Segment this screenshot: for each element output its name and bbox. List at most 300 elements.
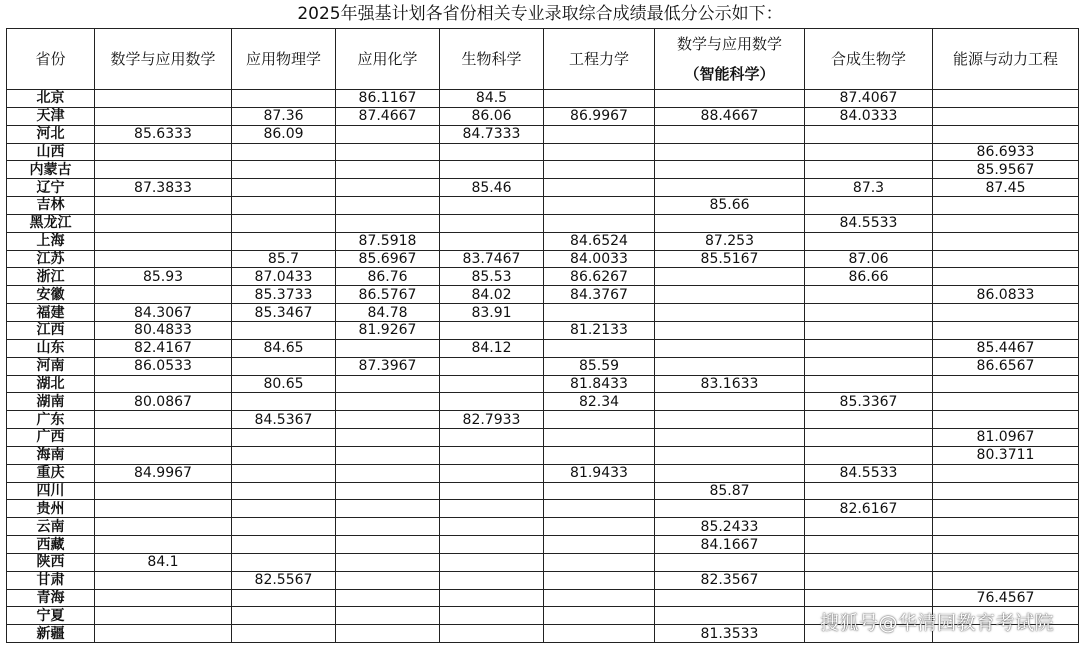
score-cell [95, 571, 232, 589]
table-row [7, 482, 1079, 500]
score-cell: 84.9967 [95, 464, 232, 482]
score-cell [95, 286, 232, 304]
score-cell: 85.3733 [232, 286, 336, 304]
table-row [7, 143, 1079, 161]
province-cell: 陕西 [7, 553, 95, 571]
province-cell: 北京 [7, 90, 95, 108]
score-cell [95, 446, 232, 464]
score-cell: 80.3711 [933, 446, 1079, 464]
score-cell [933, 90, 1079, 108]
score-cell: 85.3467 [232, 304, 336, 322]
table-row [7, 393, 1079, 411]
score-cell [544, 446, 655, 464]
table-row [7, 107, 1079, 125]
score-cell [933, 518, 1079, 536]
column-header-name: 数学与应用数学 [110, 50, 216, 68]
province-cell: 四川 [7, 482, 95, 500]
score-cell [440, 625, 544, 643]
score-cell [95, 482, 232, 500]
watermark: 搜狐号@华清园教育考试院 [819, 612, 1054, 634]
score-cell [655, 268, 805, 286]
score-cell [544, 553, 655, 571]
score-cell [655, 90, 805, 108]
score-cell [95, 536, 232, 554]
score-cell: 84.6524 [544, 232, 655, 250]
score-cell: 86.6567 [933, 357, 1079, 375]
score-cell [440, 214, 544, 232]
score-cell [805, 161, 933, 179]
score-cell [933, 482, 1079, 500]
province-cell: 云南 [7, 518, 95, 536]
score-cell [933, 393, 1079, 411]
column-header-name: 应用物理学 [245, 50, 321, 68]
score-cell [95, 625, 232, 643]
score-cell [336, 375, 440, 393]
table-row [7, 286, 1079, 304]
score-cell: 85.9567 [933, 161, 1079, 179]
score-cell [544, 214, 655, 232]
score-cell [544, 90, 655, 108]
score-cell [336, 625, 440, 643]
score-cell [544, 197, 655, 215]
score-cell: 82.3567 [655, 571, 805, 589]
score-cell [336, 536, 440, 554]
province-cell: 江西 [7, 321, 95, 339]
column-header-name: 工程力学 [568, 50, 629, 68]
score-cell: 84.3767 [544, 286, 655, 304]
score-cell [95, 518, 232, 536]
score-cell [336, 197, 440, 215]
score-cell: 84.5533 [805, 464, 933, 482]
score-cell [655, 464, 805, 482]
score-cell: 81.0967 [933, 429, 1079, 447]
score-cell [95, 214, 232, 232]
score-cell [805, 125, 933, 143]
score-cell: 83.1633 [655, 375, 805, 393]
province-cell: 浙江 [7, 268, 95, 286]
score-cell: 85.4467 [933, 339, 1079, 357]
score-cell [95, 411, 232, 429]
score-cell: 81.9267 [336, 321, 440, 339]
score-cell [933, 250, 1079, 268]
score-cell [933, 268, 1079, 286]
province-cell: 重庆 [7, 464, 95, 482]
score-cell [336, 161, 440, 179]
table-row [7, 197, 1079, 215]
score-cell [232, 197, 336, 215]
score-cell [933, 304, 1079, 322]
score-cell: 86.06 [440, 107, 544, 125]
score-cell [655, 286, 805, 304]
table-row [7, 518, 1079, 536]
score-cell: 84.12 [440, 339, 544, 357]
province-cell: 广西 [7, 429, 95, 447]
score-cell [336, 571, 440, 589]
column-header-name: 合成生物学 [830, 50, 906, 68]
scores-table [6, 28, 1079, 643]
score-cell: 86.0833 [933, 286, 1079, 304]
score-cell [336, 125, 440, 143]
score-cell: 86.1167 [336, 90, 440, 108]
score-cell [440, 446, 544, 464]
table-row [7, 536, 1079, 554]
column-header [655, 29, 805, 90]
score-cell [805, 232, 933, 250]
score-cell [440, 607, 544, 625]
score-cell [440, 500, 544, 518]
score-cell [933, 536, 1079, 554]
score-cell [336, 429, 440, 447]
province-cell: 河北 [7, 125, 95, 143]
score-cell: 87.45 [933, 179, 1079, 197]
score-cell [232, 518, 336, 536]
score-cell [805, 321, 933, 339]
score-cell: 86.0533 [95, 357, 232, 375]
score-cell [544, 125, 655, 143]
province-cell: 上海 [7, 232, 95, 250]
province-cell: 海南 [7, 446, 95, 464]
score-cell: 84.1 [95, 553, 232, 571]
score-cell: 85.53 [440, 268, 544, 286]
column-header [232, 29, 336, 90]
score-cell: 82.34 [544, 393, 655, 411]
table-row [7, 125, 1079, 143]
score-cell: 86.5767 [336, 286, 440, 304]
score-cell [655, 125, 805, 143]
score-cell: 84.5 [440, 90, 544, 108]
score-cell [805, 357, 933, 375]
province-cell: 贵州 [7, 500, 95, 518]
score-cell [544, 571, 655, 589]
score-cell [232, 179, 336, 197]
score-cell [232, 90, 336, 108]
province-cell: 河南 [7, 357, 95, 375]
score-cell: 82.7933 [440, 411, 544, 429]
score-cell [440, 197, 544, 215]
score-cell [655, 214, 805, 232]
table-row [7, 268, 1079, 286]
table-row [7, 411, 1079, 429]
province-cell: 黑龙江 [7, 214, 95, 232]
score-cell [336, 482, 440, 500]
score-cell: 85.46 [440, 179, 544, 197]
score-cell [95, 107, 232, 125]
score-cell [933, 553, 1079, 571]
score-cell [544, 607, 655, 625]
score-cell: 87.06 [805, 250, 933, 268]
province-cell: 湖南 [7, 393, 95, 411]
score-cell [336, 464, 440, 482]
score-cell [95, 429, 232, 447]
province-cell: 天津 [7, 107, 95, 125]
score-cell [232, 553, 336, 571]
score-cell [440, 393, 544, 411]
score-cell [655, 411, 805, 429]
table-row [7, 357, 1079, 375]
score-cell [336, 589, 440, 607]
province-cell: 广东 [7, 411, 95, 429]
score-cell [232, 161, 336, 179]
score-cell [805, 197, 933, 215]
score-cell: 87.4667 [336, 107, 440, 125]
score-cell [544, 625, 655, 643]
score-cell: 82.4167 [95, 339, 232, 357]
score-cell: 82.6167 [805, 500, 933, 518]
score-cell [544, 500, 655, 518]
score-cell: 84.3067 [95, 304, 232, 322]
province-cell: 福建 [7, 304, 95, 322]
score-cell [933, 125, 1079, 143]
score-cell: 84.7333 [440, 125, 544, 143]
score-cell [95, 375, 232, 393]
score-cell: 81.8433 [544, 375, 655, 393]
score-cell [805, 375, 933, 393]
score-cell: 80.4833 [95, 321, 232, 339]
column-header [933, 29, 1079, 90]
score-cell: 76.4567 [933, 589, 1079, 607]
table-row [7, 500, 1079, 518]
table-row [7, 446, 1079, 464]
table-row [7, 375, 1079, 393]
score-cell [336, 607, 440, 625]
score-cell [933, 214, 1079, 232]
province-cell: 山西 [7, 143, 95, 161]
score-cell [655, 339, 805, 357]
score-cell [805, 571, 933, 589]
score-cell [655, 553, 805, 571]
score-cell: 85.5167 [655, 250, 805, 268]
score-cell [933, 571, 1079, 589]
score-cell: 87.3833 [95, 179, 232, 197]
score-cell: 87.0433 [232, 268, 336, 286]
table-header-row [7, 29, 1079, 90]
score-cell [336, 518, 440, 536]
score-cell [232, 143, 336, 161]
table-row [7, 429, 1079, 447]
score-cell: 86.09 [232, 125, 336, 143]
score-cell [805, 429, 933, 447]
table-row [7, 90, 1079, 108]
score-cell: 88.4667 [655, 107, 805, 125]
score-cell [232, 607, 336, 625]
score-cell: 87.3967 [336, 357, 440, 375]
table-row [7, 464, 1079, 482]
score-cell: 84.65 [232, 339, 336, 357]
score-cell [655, 143, 805, 161]
score-cell: 86.6933 [933, 143, 1079, 161]
score-cell [933, 464, 1079, 482]
score-cell [544, 518, 655, 536]
score-cell [440, 553, 544, 571]
province-cell: 西藏 [7, 536, 95, 554]
score-cell [336, 393, 440, 411]
score-cell [336, 411, 440, 429]
column-header-sub: （智能科学） [684, 65, 775, 83]
score-cell [95, 143, 232, 161]
score-cell [232, 321, 336, 339]
score-cell [232, 429, 336, 447]
score-cell [336, 500, 440, 518]
score-cell [336, 143, 440, 161]
score-cell [95, 232, 232, 250]
score-cell [933, 500, 1079, 518]
province-cell: 辽宁 [7, 179, 95, 197]
score-cell: 87.3 [805, 179, 933, 197]
score-cell [655, 179, 805, 197]
score-cell [336, 553, 440, 571]
column-header-name: 应用化学 [357, 50, 418, 68]
score-cell [232, 482, 336, 500]
province-cell: 安徽 [7, 286, 95, 304]
score-cell [336, 214, 440, 232]
table-body [7, 90, 1079, 643]
table-row [7, 179, 1079, 197]
province-cell: 山东 [7, 339, 95, 357]
score-cell [440, 429, 544, 447]
score-cell [544, 536, 655, 554]
table-row [7, 214, 1079, 232]
score-cell [232, 625, 336, 643]
table-row [7, 589, 1079, 607]
score-cell: 87.36 [232, 107, 336, 125]
score-cell [544, 161, 655, 179]
score-cell: 83.7467 [440, 250, 544, 268]
score-cell: 83.91 [440, 304, 544, 322]
score-cell [805, 589, 933, 607]
score-cell: 84.78 [336, 304, 440, 322]
score-cell [544, 339, 655, 357]
score-cell [805, 339, 933, 357]
score-cell: 81.2133 [544, 321, 655, 339]
score-cell [232, 536, 336, 554]
score-cell: 84.5367 [232, 411, 336, 429]
score-cell [440, 143, 544, 161]
score-cell: 84.0333 [805, 107, 933, 125]
score-cell [655, 429, 805, 447]
score-cell: 87.253 [655, 232, 805, 250]
score-cell [655, 446, 805, 464]
score-cell: 82.5567 [232, 571, 336, 589]
score-cell [655, 589, 805, 607]
province-cell: 湖北 [7, 375, 95, 393]
score-cell [95, 90, 232, 108]
table-row [7, 339, 1079, 357]
score-cell: 86.6267 [544, 268, 655, 286]
province-cell: 青海 [7, 589, 95, 607]
column-header [95, 29, 232, 90]
score-cell [232, 446, 336, 464]
table-row [7, 161, 1079, 179]
province-cell: 江苏 [7, 250, 95, 268]
column-header [544, 29, 655, 90]
score-cell [336, 339, 440, 357]
score-cell [933, 375, 1079, 393]
province-header: 省份 [7, 29, 95, 90]
score-cell [655, 321, 805, 339]
score-cell [232, 393, 336, 411]
table-row [7, 571, 1079, 589]
column-header-name: 生物科学 [461, 50, 522, 68]
score-cell: 81.3533 [655, 625, 805, 643]
score-cell [440, 357, 544, 375]
score-cell [655, 304, 805, 322]
column-header [336, 29, 440, 90]
table-row [7, 304, 1079, 322]
score-cell [655, 393, 805, 411]
score-cell [933, 411, 1079, 429]
score-cell [544, 482, 655, 500]
score-cell [805, 446, 933, 464]
score-cell [232, 464, 336, 482]
column-header [805, 29, 933, 90]
score-cell: 87.5918 [336, 232, 440, 250]
score-cell [95, 250, 232, 268]
score-cell [544, 304, 655, 322]
score-cell [805, 536, 933, 554]
score-cell [232, 589, 336, 607]
score-cell: 86.66 [805, 268, 933, 286]
score-cell [232, 357, 336, 375]
score-cell [440, 161, 544, 179]
score-cell [336, 446, 440, 464]
column-header-name: 数学与应用数学 [676, 35, 782, 53]
score-cell: 85.87 [655, 482, 805, 500]
province-cell: 宁夏 [7, 607, 95, 625]
score-cell: 84.02 [440, 286, 544, 304]
score-cell [95, 197, 232, 215]
score-cell [232, 500, 336, 518]
province-cell: 吉林 [7, 197, 95, 215]
score-cell [544, 411, 655, 429]
score-cell [232, 214, 336, 232]
score-cell [440, 232, 544, 250]
score-cell: 84.0033 [544, 250, 655, 268]
score-cell [544, 589, 655, 607]
score-cell [805, 553, 933, 571]
score-cell [440, 536, 544, 554]
score-cell [805, 286, 933, 304]
score-cell [440, 464, 544, 482]
score-cell [933, 197, 1079, 215]
score-cell [440, 321, 544, 339]
score-cell [655, 161, 805, 179]
column-header-name: 能源与动力工程 [952, 50, 1058, 68]
score-cell: 87.4067 [805, 90, 933, 108]
score-cell: 85.6333 [95, 125, 232, 143]
table-row [7, 321, 1079, 339]
score-cell: 85.66 [655, 197, 805, 215]
score-cell [805, 482, 933, 500]
score-cell [440, 482, 544, 500]
score-cell [440, 375, 544, 393]
page-title: 2025年强基计划各省份相关专业录取综合成绩最低分公示如下： [297, 4, 783, 24]
score-cell [805, 143, 933, 161]
score-cell: 85.3367 [805, 393, 933, 411]
score-cell: 86.76 [336, 268, 440, 286]
province-cell: 甘肃 [7, 571, 95, 589]
score-cell [440, 571, 544, 589]
score-cell [95, 500, 232, 518]
score-cell: 86.9967 [544, 107, 655, 125]
score-cell [336, 179, 440, 197]
score-cell: 85.59 [544, 357, 655, 375]
score-cell [440, 589, 544, 607]
score-cell [544, 429, 655, 447]
score-cell: 80.0867 [95, 393, 232, 411]
province-cell: 新疆 [7, 625, 95, 643]
table-row [7, 232, 1079, 250]
score-cell [95, 607, 232, 625]
